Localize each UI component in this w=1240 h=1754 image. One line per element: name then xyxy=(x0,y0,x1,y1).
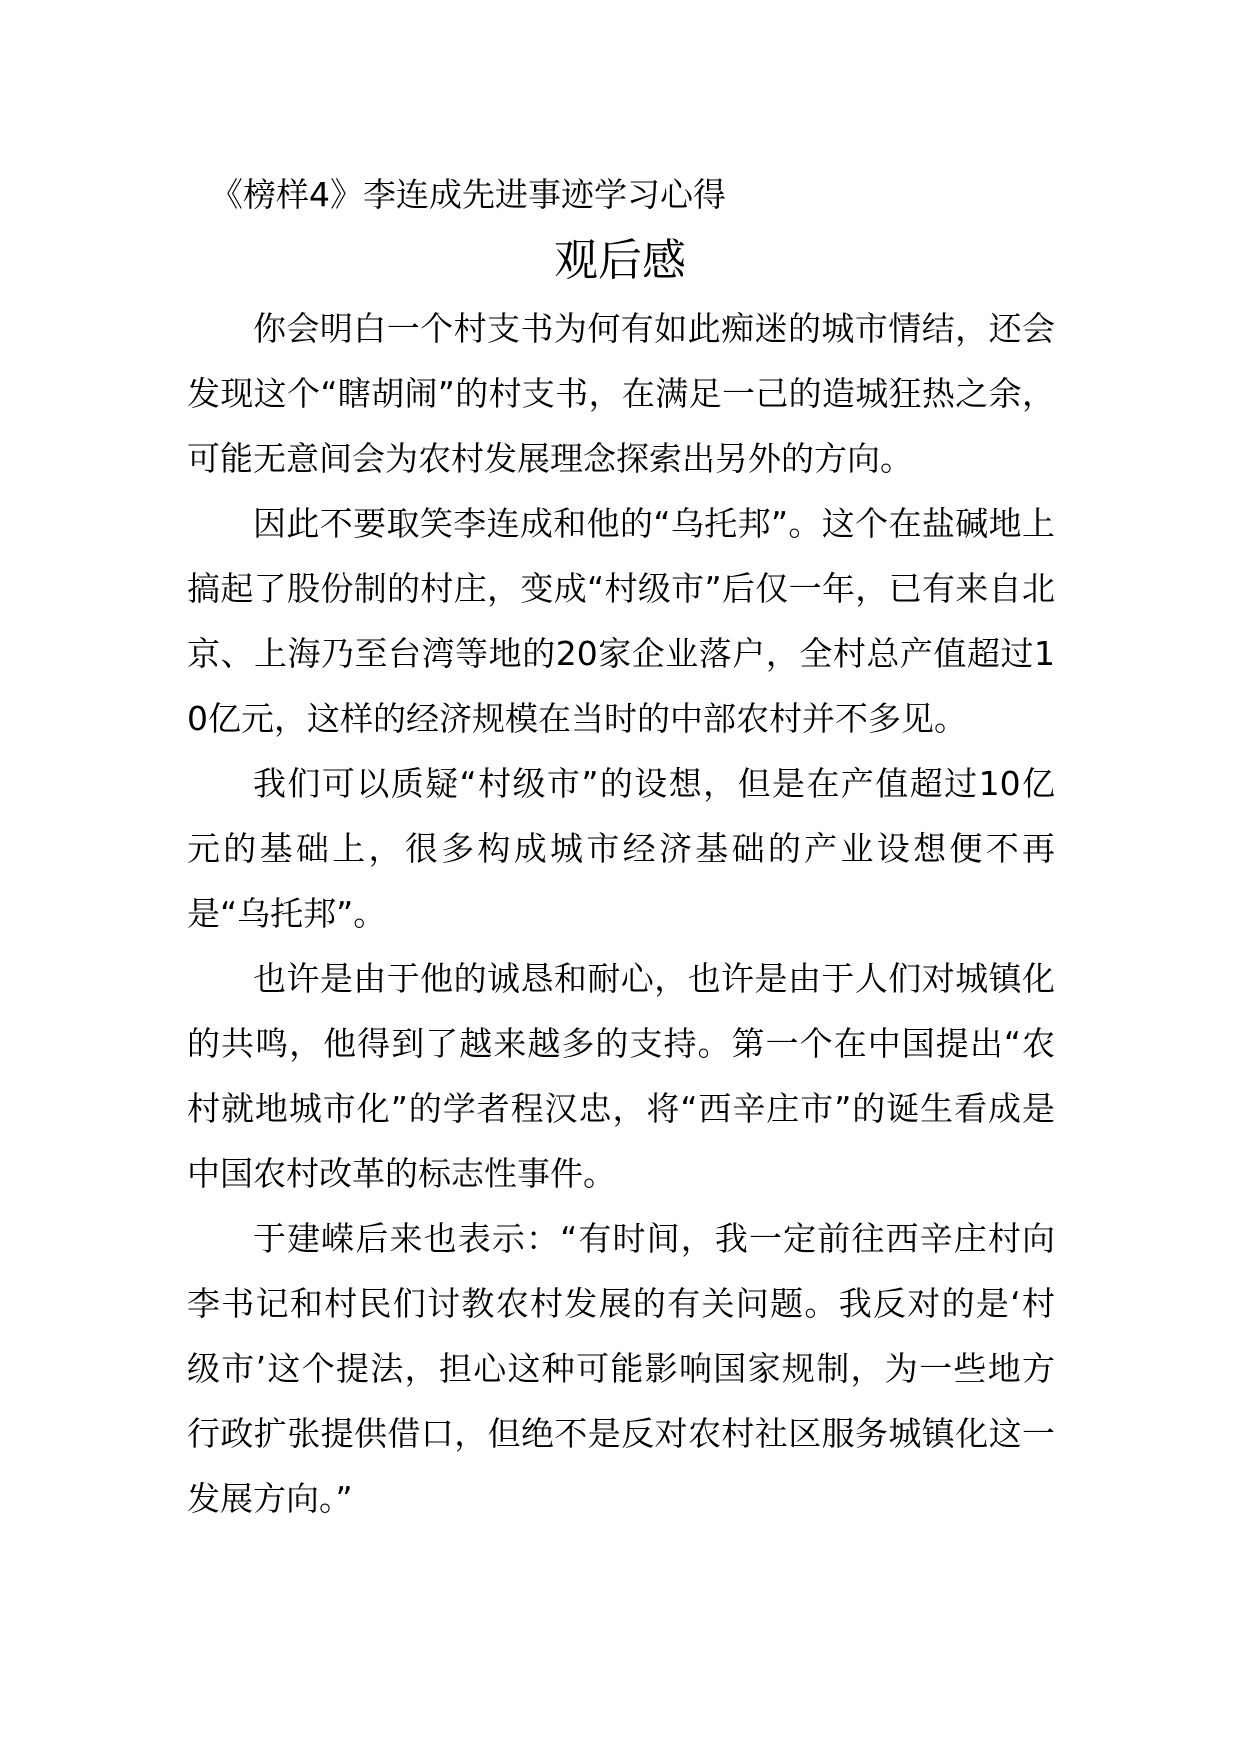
paragraph-4: 也许是由于他的诚恳和耐心，也许是由于人们对城镇化的共鸣，他得到了越来越多的支持。第一个在中国提出“农村就地城市化”的学者程汉忠，将“西辛庄市”的诞生看成是中国农村改革的标志性事件。 xyxy=(187,959,1055,1193)
document-subtitle: 观后感 xyxy=(554,235,686,286)
document-title: 《榜样4》李连成先进事迹学习心得 xyxy=(210,175,726,214)
paragraph-3: 我们可以质疑“村级市”的设想，但是在产值超过10亿元的基础上，很多构成城市经济基础的产业设想便不再是“乌托邦”。 xyxy=(187,764,1055,933)
paragraph-5: 于建嵘后来也表示：“有时间，我一定前往西辛庄村向李书记和村民们讨教农村发展的有关问题。我反对的是‘村级市’这个提法，担心这种可能影响国家规制，为一些地方行政扩张提供借口，但绝不是反对农村社区服务城镇化这一发展方向。” xyxy=(187,1219,1055,1518)
paragraph-2: 因此不要取笑李连成和他的“乌托邦”。这个在盐碱地上搞起了股份制的村庄，变成“村级市”后仅一年，已有来自北京、上海乃至台湾等地的20家企业落户，全村总产值超过10亿元，这样的经济规模在当时的中部农村并不多见。 xyxy=(187,504,1055,738)
paragraph-1: 你会明白一个村支书为何有如此痴迷的城市情结，还会发现这个“瞎胡闹”的村支书，在满足一己的造城狂热之余，可能无意间会为农村发展理念探索出另外的方向。 xyxy=(187,309,1055,478)
document-body xyxy=(187,296,1055,1531)
